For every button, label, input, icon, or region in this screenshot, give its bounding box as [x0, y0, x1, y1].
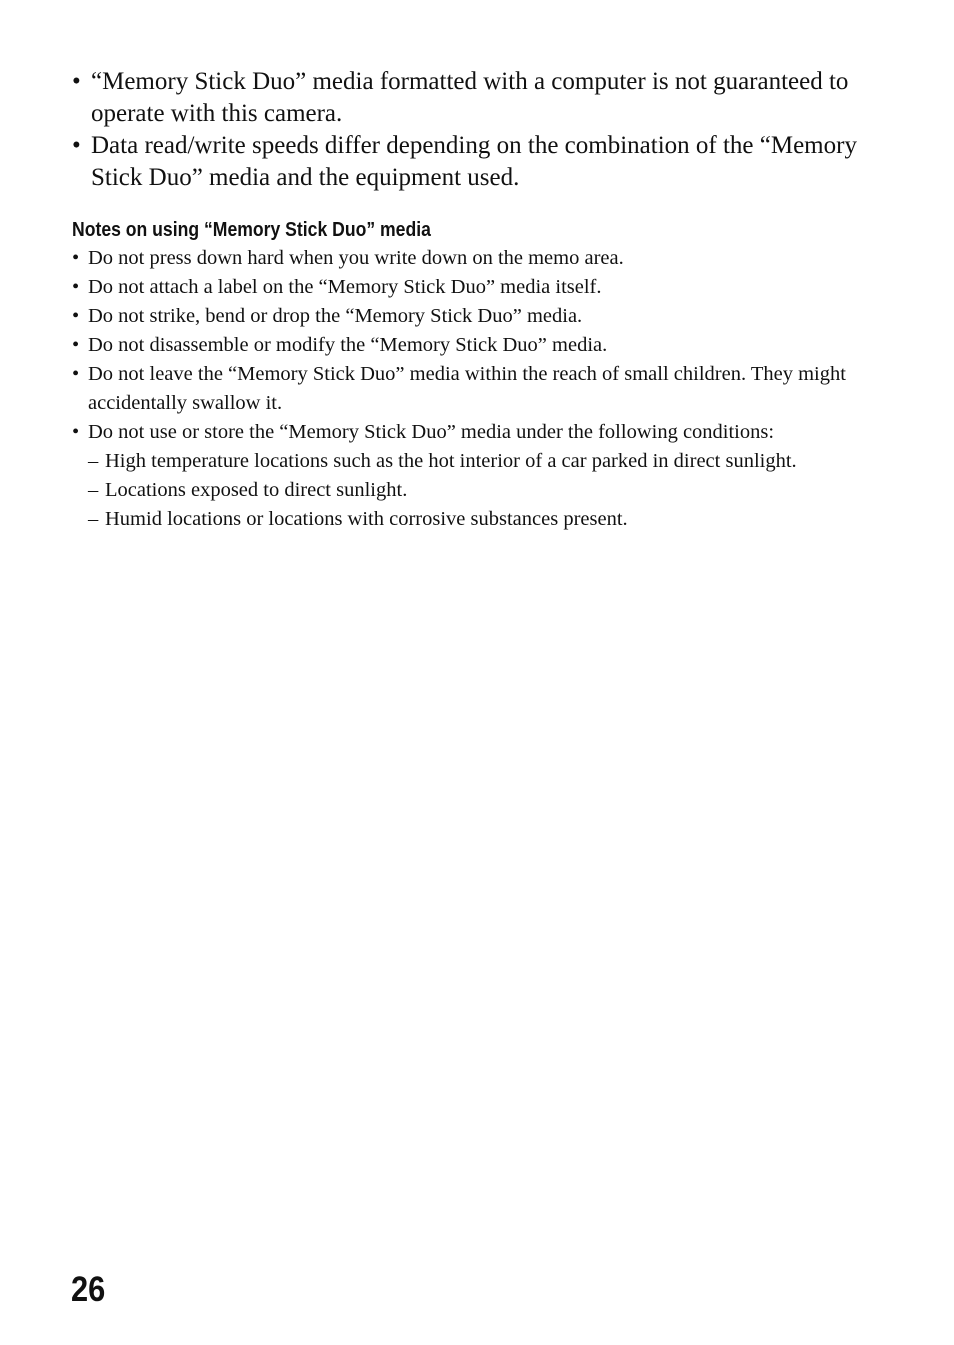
bullet-icon: •: [72, 68, 81, 95]
page-number: 26: [71, 1270, 106, 1309]
note-text: Do not attach a label on the “Memory Stick Duo” media itself.: [88, 276, 602, 298]
condition-text: Humid locations or locations with corrosive substances present.: [105, 508, 628, 530]
condition-text: High temperature locations such as the hot interior of a car parked in direct sunlight.: [105, 450, 797, 472]
top-bullet-text: Data read/write speeds differ depending on the combination of the “Memory Stick Duo” media and the equipment used.: [91, 132, 857, 191]
condition-text: Locations exposed to direct sunlight.: [105, 479, 408, 501]
bullet-icon: •: [72, 363, 80, 385]
note-item: [72, 331, 872, 360]
bullet-icon: •: [72, 334, 80, 356]
note-text: Do not strike, bend or drop the “Memory Stick Duo” media.: [88, 305, 583, 327]
note-item: [72, 418, 872, 534]
notes-heading: Notes on using “Memory Stick Duo” media: [72, 219, 431, 241]
note-text: Do not press down hard when you write down on the memo area.: [88, 247, 624, 269]
top-bullet-text: “Memory Stick Duo” media formatted with a computer is not guaranteed to operate with this camera.: [91, 68, 849, 127]
top-bullet-item: [72, 130, 862, 194]
dash-icon: –: [88, 508, 99, 530]
bullet-icon: •: [72, 247, 80, 269]
note-text: Do not use or store the “Memory Stick Duo” media under the following conditions:: [88, 421, 775, 443]
notes-list: [72, 244, 872, 534]
note-item: [72, 302, 872, 331]
bullet-icon: •: [72, 132, 81, 159]
note-item: [72, 360, 872, 418]
dash-icon: –: [88, 479, 99, 501]
top-bullet-item: [72, 66, 862, 130]
bullet-icon: •: [72, 305, 80, 327]
condition-item: [88, 447, 872, 476]
bullet-icon: •: [72, 421, 80, 443]
condition-item: [88, 476, 872, 505]
note-text: Do not disassemble or modify the “Memory Stick Duo” media.: [88, 334, 608, 356]
conditions-list: [88, 447, 872, 534]
note-item: [72, 273, 872, 302]
dash-icon: –: [88, 450, 99, 472]
note-item: [72, 244, 872, 273]
bullet-icon: •: [72, 276, 80, 298]
top-bullet-list: [72, 66, 862, 194]
note-text: Do not leave the “Memory Stick Duo” media within the reach of small children. They might accidentally swallow it.: [88, 363, 846, 414]
condition-item: [88, 505, 872, 534]
